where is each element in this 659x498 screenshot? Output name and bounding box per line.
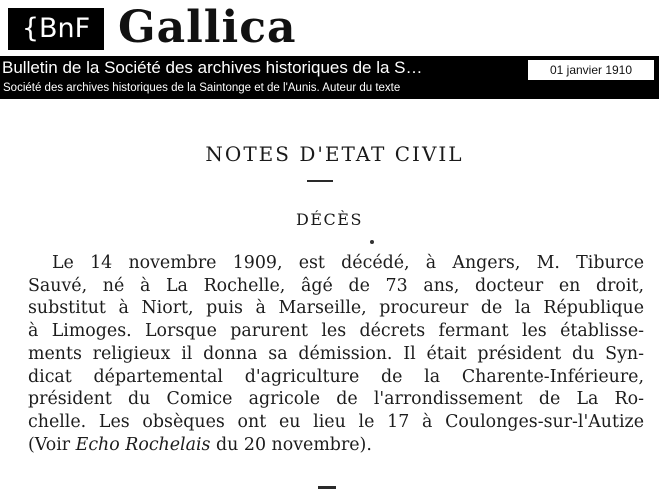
document-date: 01 janvier 1910 bbox=[528, 60, 654, 80]
article-line: président du Comice agricole de l'arrondissement de La Ro- bbox=[28, 389, 644, 410]
article-line: Le 14 novembre 1909, est décédé, à Angers, M. Tiburce bbox=[52, 253, 644, 273]
article-line: ments religieux il donna sa démission. Il était président du Syn- bbox=[28, 343, 644, 364]
article-line: Sauvé, né à La Rochelle, âgé de 73 ans, docteur en droit, bbox=[28, 275, 644, 296]
title-divider bbox=[307, 180, 333, 182]
last-line-start: (Voir bbox=[28, 434, 76, 455]
document-title-bar bbox=[0, 56, 659, 99]
article-last-line bbox=[28, 434, 644, 457]
subsection-title: DÉCÈS bbox=[296, 210, 363, 229]
document-title[interactable]: Bulletin de la Société des archives historiques de la S… bbox=[2, 58, 423, 77]
section-title: NOTES D'ETAT CIVIL bbox=[205, 142, 464, 166]
article-line: chelle. Les obsèques ont eu lieu le 17 à Coulonges-sur-l'Autize bbox=[28, 411, 644, 432]
last-line-end: du 20 novembre). bbox=[210, 434, 372, 455]
bnf-logo[interactable]: {BnF bbox=[8, 8, 104, 50]
bottom-divider bbox=[318, 486, 336, 489]
article-line: dicat départemental d'agriculture de la Charente-Inférieure, bbox=[28, 366, 644, 387]
article-line: substitut à Niort, puis à Marseille, procureur de la République bbox=[28, 298, 644, 319]
article-line: à Limoges. Lorsque parurent les décrets fermant les établisse- bbox=[28, 321, 644, 342]
gallica-header bbox=[0, 0, 659, 56]
article-body bbox=[28, 252, 644, 456]
gallica-logo[interactable]: Gallica bbox=[118, 2, 297, 53]
newspaper-title: Echo Rochelais bbox=[75, 434, 211, 455]
document-author[interactable]: Société des archives historiques de la Saintonge et de l'Aunis. Auteur du texte bbox=[3, 82, 401, 94]
scanned-page bbox=[0, 99, 659, 498]
print-speck bbox=[370, 240, 374, 244]
